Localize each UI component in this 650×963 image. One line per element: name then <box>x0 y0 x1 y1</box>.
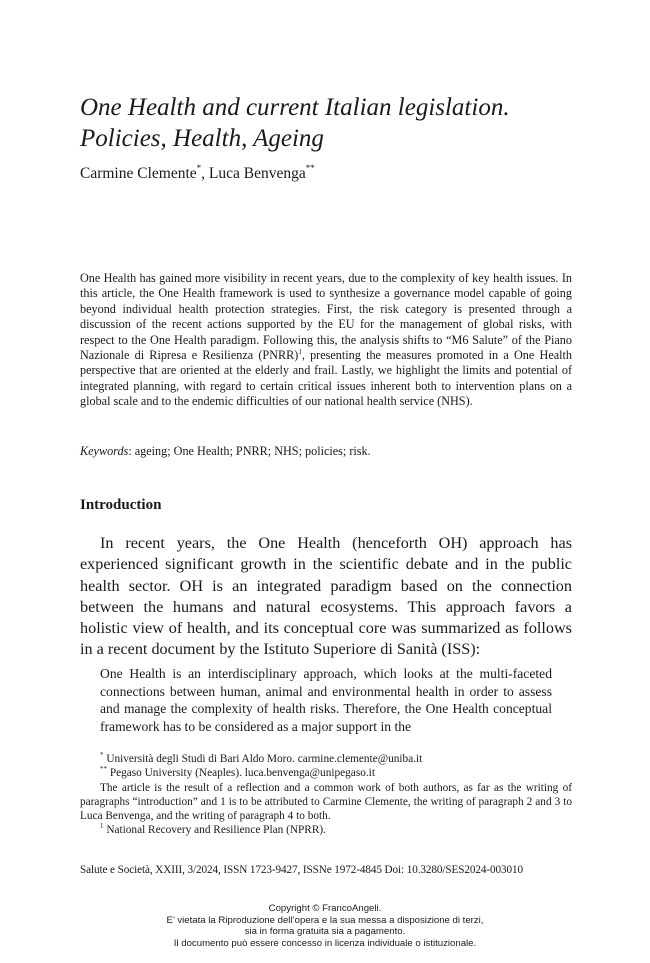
footnote-reference: 1 <box>298 348 302 357</box>
copyright-line: Il documento può essere concesso in licenza individuale o istituzionale. <box>173 937 477 949</box>
abstract <box>80 271 572 410</box>
footnote-text: National Recovery and Resilience Plan (NPRR). <box>103 824 326 837</box>
footnote <box>80 823 572 837</box>
author-name: Carmine Clemente <box>80 165 197 182</box>
journal-reference: Salute e Società, XXIII, 3/2024, ISSN 1723-9427, ISSNe 1972-4845 Doi: 10.3280/SES2024-003010 <box>80 864 523 876</box>
copyright-notice <box>0 903 650 949</box>
section-heading: Introduction <box>80 497 162 513</box>
abstract-text: , presenting the measures promoted in a One Health perspective that are oriented at the elderly and frail. Lastly, we highlight the limits and potential of integrated planning, with regard to certain critical issues inherent both to intervention plans on a global scale and to the endemic difficulties of our national health service (NHS). <box>80 348 572 409</box>
article-title <box>80 92 580 154</box>
keywords <box>80 444 572 459</box>
keywords-list: : ageing; One Health; PNRR; NHS; policies; risk. <box>128 444 371 458</box>
author-list <box>80 165 315 183</box>
author-separator: , <box>201 165 209 182</box>
author-contribution-note: The article is the result of a reflection and a common work of both authors, as far as the writing of paragraphs “introduction” and 1 is to be attributed to Carmine Clemente, the writing of paragraph 2 and 3 to Luca Benvenga, and the writing of paragraph 4 to both. <box>80 781 572 823</box>
author-affiliation-mark: ** <box>305 163 315 173</box>
author-affiliation-mark: * <box>196 163 202 173</box>
title-line-1: One Health and current Italian legislation. <box>80 94 510 121</box>
title-line-2: Policies, Health, Ageing <box>80 125 324 152</box>
footnote-mark: * <box>100 751 104 759</box>
footnote-text: Pegaso University (Neaples). luca.benvenga@unipegaso.it <box>107 767 375 780</box>
body-paragraph: In recent years, the One Health (henceforth OH) approach has experienced significant growth in the scientific debate and in the public health sector. OH is an integrated paradigm based on the connection between the humans and natural ecosystems. This approach favors a holistic view of health, and its conceptual core was summarized as follows in a recent document by the Istituto Superiore di Sanità (ISS): <box>80 534 572 659</box>
copyright-line: E’ vietata la Riproduzione dell’opera e la sua messa a disposizione di terzi, <box>166 914 484 926</box>
block-quote: One Health is an interdisciplinary approach, which looks at the multi-faceted connections between human, animal and environmental health in order to assess and manage the complexity of health risks. Therefore, the One Health conceptual framework has to be considered as a major support in the <box>100 666 552 734</box>
abstract-text: One Health has gained more visibility in recent years, due to the complexity of key health issues. In this article, the One Health framework is used to synthesize a governance model capable of going beyond individual health protection strategies. First, the risk category is presented through a discussion of the recent actions supported by the EU for the management of global risks, with respect to the One Health paradigm. Following this, the analysis shifts to “M6 Salute” of the Piano Nazionale di Ripresa e Resilienza (PNRR) <box>80 271 572 363</box>
copyright-line: Copyright © FrancoAngeli. <box>268 903 382 914</box>
footnote <box>80 766 572 780</box>
footnote <box>80 752 572 766</box>
footnote-mark: ** <box>100 765 107 774</box>
copyright-line: sia in forma gratuita sia a pagamento. <box>244 926 406 938</box>
footnote-text: Università degli Studi di Bari Aldo Moro. carmine.clemente@uniba.it <box>103 753 423 765</box>
footnote-mark: 1 <box>100 822 104 831</box>
keywords-label: Keywords <box>80 444 129 458</box>
footnotes <box>80 752 572 838</box>
author-name: Luca Benvenga <box>208 165 306 182</box>
